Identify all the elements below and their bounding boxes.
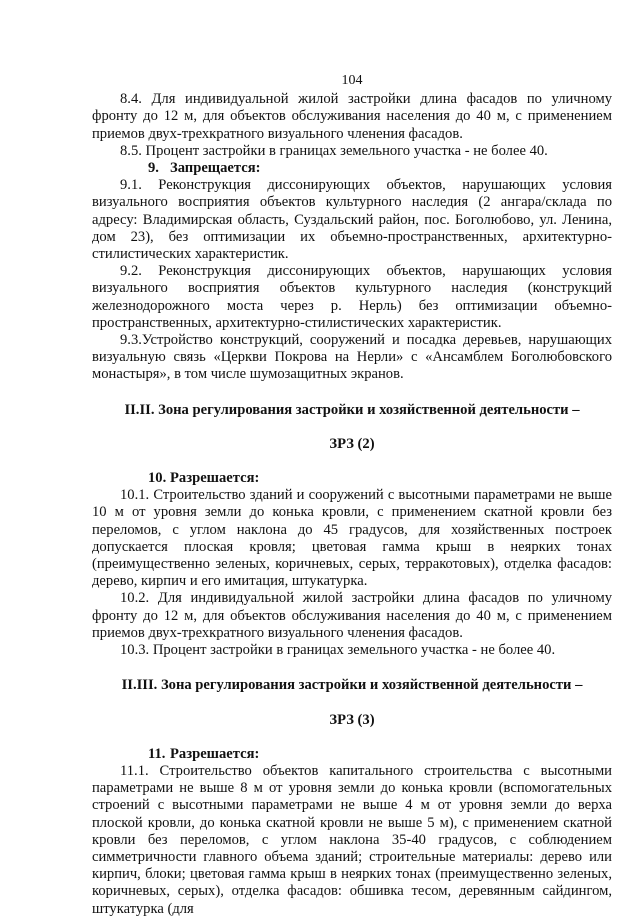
paragraph-10-3: 10.3. Процент застройки в границах земельного участка - не более 40. xyxy=(120,642,556,659)
paragraph-10-2: 10.2. Для индивидуальной жилой застройки длина фасадов по уличному фронту до 12 м, для объектов обслуживания населения до 40 м, с применением приемов двух-трехкратного визуального членения фасадов. xyxy=(92,590,612,641)
paragraph-9-2: 9.2. Реконструкция диссонирующих объектов, нарушающих условия визуального восприятия объектов культурного наследия (конструкций железнодорожного моста через р. Нерль) без оптимизации объемно-пространственных, архитектурно-стилистических характеристик. xyxy=(92,263,612,331)
section-3-title: II.III. Зона регулирования застройки и хозяйственной деятельности – xyxy=(121,677,583,694)
heading-10-title: Разрешается: xyxy=(170,470,260,487)
paragraph-9-3: 9.3.Устройство конструкций, сооружений и посадка деревьев, нарушающих визуальную связь «Церкви Покрова на Нерли» с «Ансамблем Боголюбовского монастыря», в том числе шумозащитных экранов. xyxy=(92,332,612,383)
heading-9 xyxy=(92,160,612,177)
heading-9-title: Запрещается: xyxy=(170,160,261,177)
heading-9-number: 9. xyxy=(148,160,159,177)
heading-11-number: 11. xyxy=(148,745,166,762)
heading-10 xyxy=(92,470,612,487)
page-number: 104 xyxy=(341,73,363,88)
section-2-title: II.II. Зона регулирования застройки и хозяйственной деятельности – xyxy=(124,401,580,418)
paragraph-8-4: 8.4. Для индивидуальной жилой застройки длина фасадов по уличному фронту до 12 м, для объектов обслуживания населения до 40 м, с применением приемов двух-трехкратного визуального членения фасадов. xyxy=(92,91,612,142)
heading-11 xyxy=(92,746,612,763)
heading-10-number: 10. xyxy=(148,470,167,487)
paragraph-10-1: 10.1. Строительство зданий и сооружений с высотными параметрами не выше 10 м от уровня земли до конька кровли, с применением скатной кровли без переломов, с углом наклона до 45 градусов, для хозяйственных построек допускается плоская кровля; цветовая гамма крыш в неярких тонах (преимущественно зеленых, коричневых, серых, терракотовых), отделка фасадов: дерево, кирпич и его имитация, штукатурка. xyxy=(92,487,612,590)
paragraph-8-5: 8.5. Процент застройки в границах земельного участка - не более 40. xyxy=(120,142,548,159)
section-2-code: ЗРЗ (2) xyxy=(329,435,375,452)
section-3-code: ЗРЗ (3) xyxy=(329,711,375,728)
paragraph-11-1: 11.1. Строительство объектов капитального строительства с высотными параметрами не выше 8 м от уровня земли до конька кровли (вспомогательных строений с высотными параметрами не выше 4 м от уровня земли до верха плоской кровли, до конька скатной кровли не выше 5 м), с применением скатной кровли без переломов, с углом наклона 35-40 градусов, с соблюдением симметричности главного объема зданий; строительные материалы: дерево или кирпич, блоки; цветовая гамма крыш в неярких тонах (преимущественно зеленых, коричневых, серых), отделка фасадов: обшивка тесом, деревянным сайдингом, штукатурка (для xyxy=(92,762,612,917)
heading-11-title: Разрешается: xyxy=(170,745,260,762)
paragraph-9-1: 9.1. Реконструкция диссонирующих объектов, нарушающих условия визуального восприятия объектов культурного наследия (2 ангара/склада по адресу: Владимирская область, Суздальский район, пос. Боголюбово, ул. Ленина, дом 23), без оптимизации их объемно-пространственных, архитектурно-стилистических характеристик. xyxy=(92,177,612,263)
